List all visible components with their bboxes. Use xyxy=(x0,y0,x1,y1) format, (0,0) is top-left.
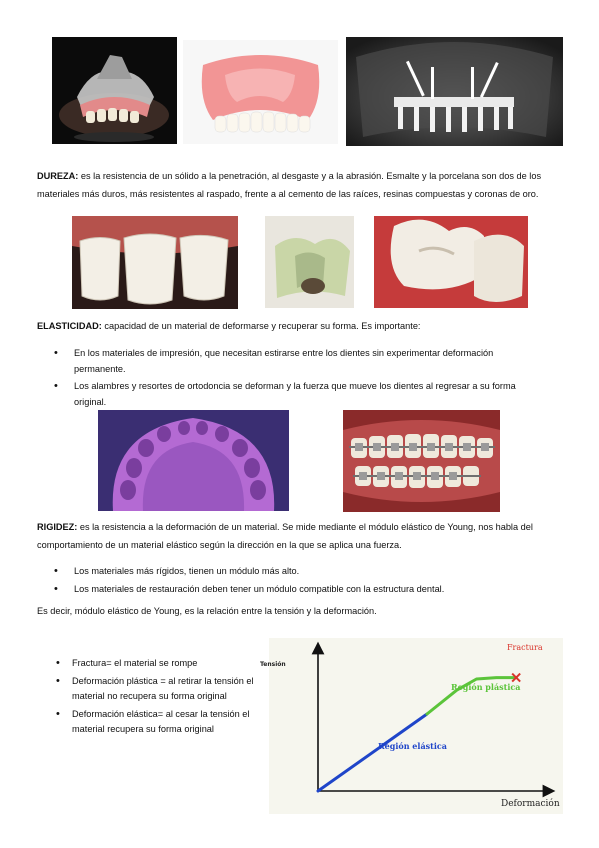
dureza-text: es la resistencia de un sólido a la penetración, al desgaste y a la abrasión. Esmalte y la porcelana son dos de los materiales más duros, más resistentes al raspado, frente a al cemento de las raíces, resinas compuestas y coronas de oro. xyxy=(37,171,542,199)
definitions-list xyxy=(37,656,262,740)
plastic-region-label: Región plástica xyxy=(451,682,521,692)
porcelain-crowns-image xyxy=(72,216,238,309)
stress-strain-chart xyxy=(260,638,563,814)
rigidez-paragraph xyxy=(37,518,567,554)
chart-svg xyxy=(260,638,563,814)
list-item: • Los materiales de restauración deben tener un módulo compatible con la estructura dental. xyxy=(37,582,535,598)
orthodontic-braces-image xyxy=(343,410,500,512)
partial-denture-image xyxy=(52,37,177,144)
x-axis-label: Deformación xyxy=(501,799,560,809)
xray-implant-image xyxy=(346,37,563,146)
dureza-paragraph xyxy=(37,167,567,203)
list-item: • Fractura= el material se rompe xyxy=(37,656,262,672)
list-item: • Deformación elástica= al cesar la tensión el material recupera su forma original xyxy=(37,707,262,738)
fracture-label: Fractura xyxy=(507,643,543,652)
elasticidad-text: capacidad de un material de deformarse y recuperar su forma. Es importante: xyxy=(101,321,421,331)
composite-resin-image xyxy=(374,216,528,308)
elastic-region-label: Región elástica xyxy=(378,741,447,751)
elasticidad-term: ELASTICIDAD: xyxy=(37,321,102,331)
young-note: Es decir, módulo elástico de Young, es la relación entre la tensión y la deformación. xyxy=(37,606,377,616)
full-denture-image xyxy=(183,40,338,144)
y-axis-label: Tensión xyxy=(260,661,286,668)
elasticidad-list xyxy=(37,346,535,412)
list-item: • Los alambres y resortes de ortodoncia se deforman y la fuerza que mueve los dientes al regresar a su forma original. xyxy=(37,379,535,410)
list-item: • Deformación plástica = al retirar la tensión el material no recupera su forma original xyxy=(37,674,262,705)
rigidez-text: es la resistencia a la deformación de un material. Se mide mediante el módulo elástico de Young, nos habla del comportamiento de un material elástico según la dirección en la que se aplica una fuerza. xyxy=(37,522,533,550)
list-item: • En los materiales de impresión, que necesitan estirarse entre los dientes sin experimentar deformación permanente. xyxy=(37,346,535,377)
list-item: • Los materiales más rígidos, tienen un módulo más alto. xyxy=(37,564,535,580)
elastic-region-line xyxy=(318,714,427,791)
rigidez-term: RIGIDEZ: xyxy=(37,522,78,532)
gold-crown-image xyxy=(265,216,354,308)
rigidez-list xyxy=(37,564,535,599)
dureza-term: DUREZA: xyxy=(37,171,79,181)
dental-impression-image xyxy=(98,410,289,511)
elasticidad-paragraph xyxy=(37,317,567,335)
